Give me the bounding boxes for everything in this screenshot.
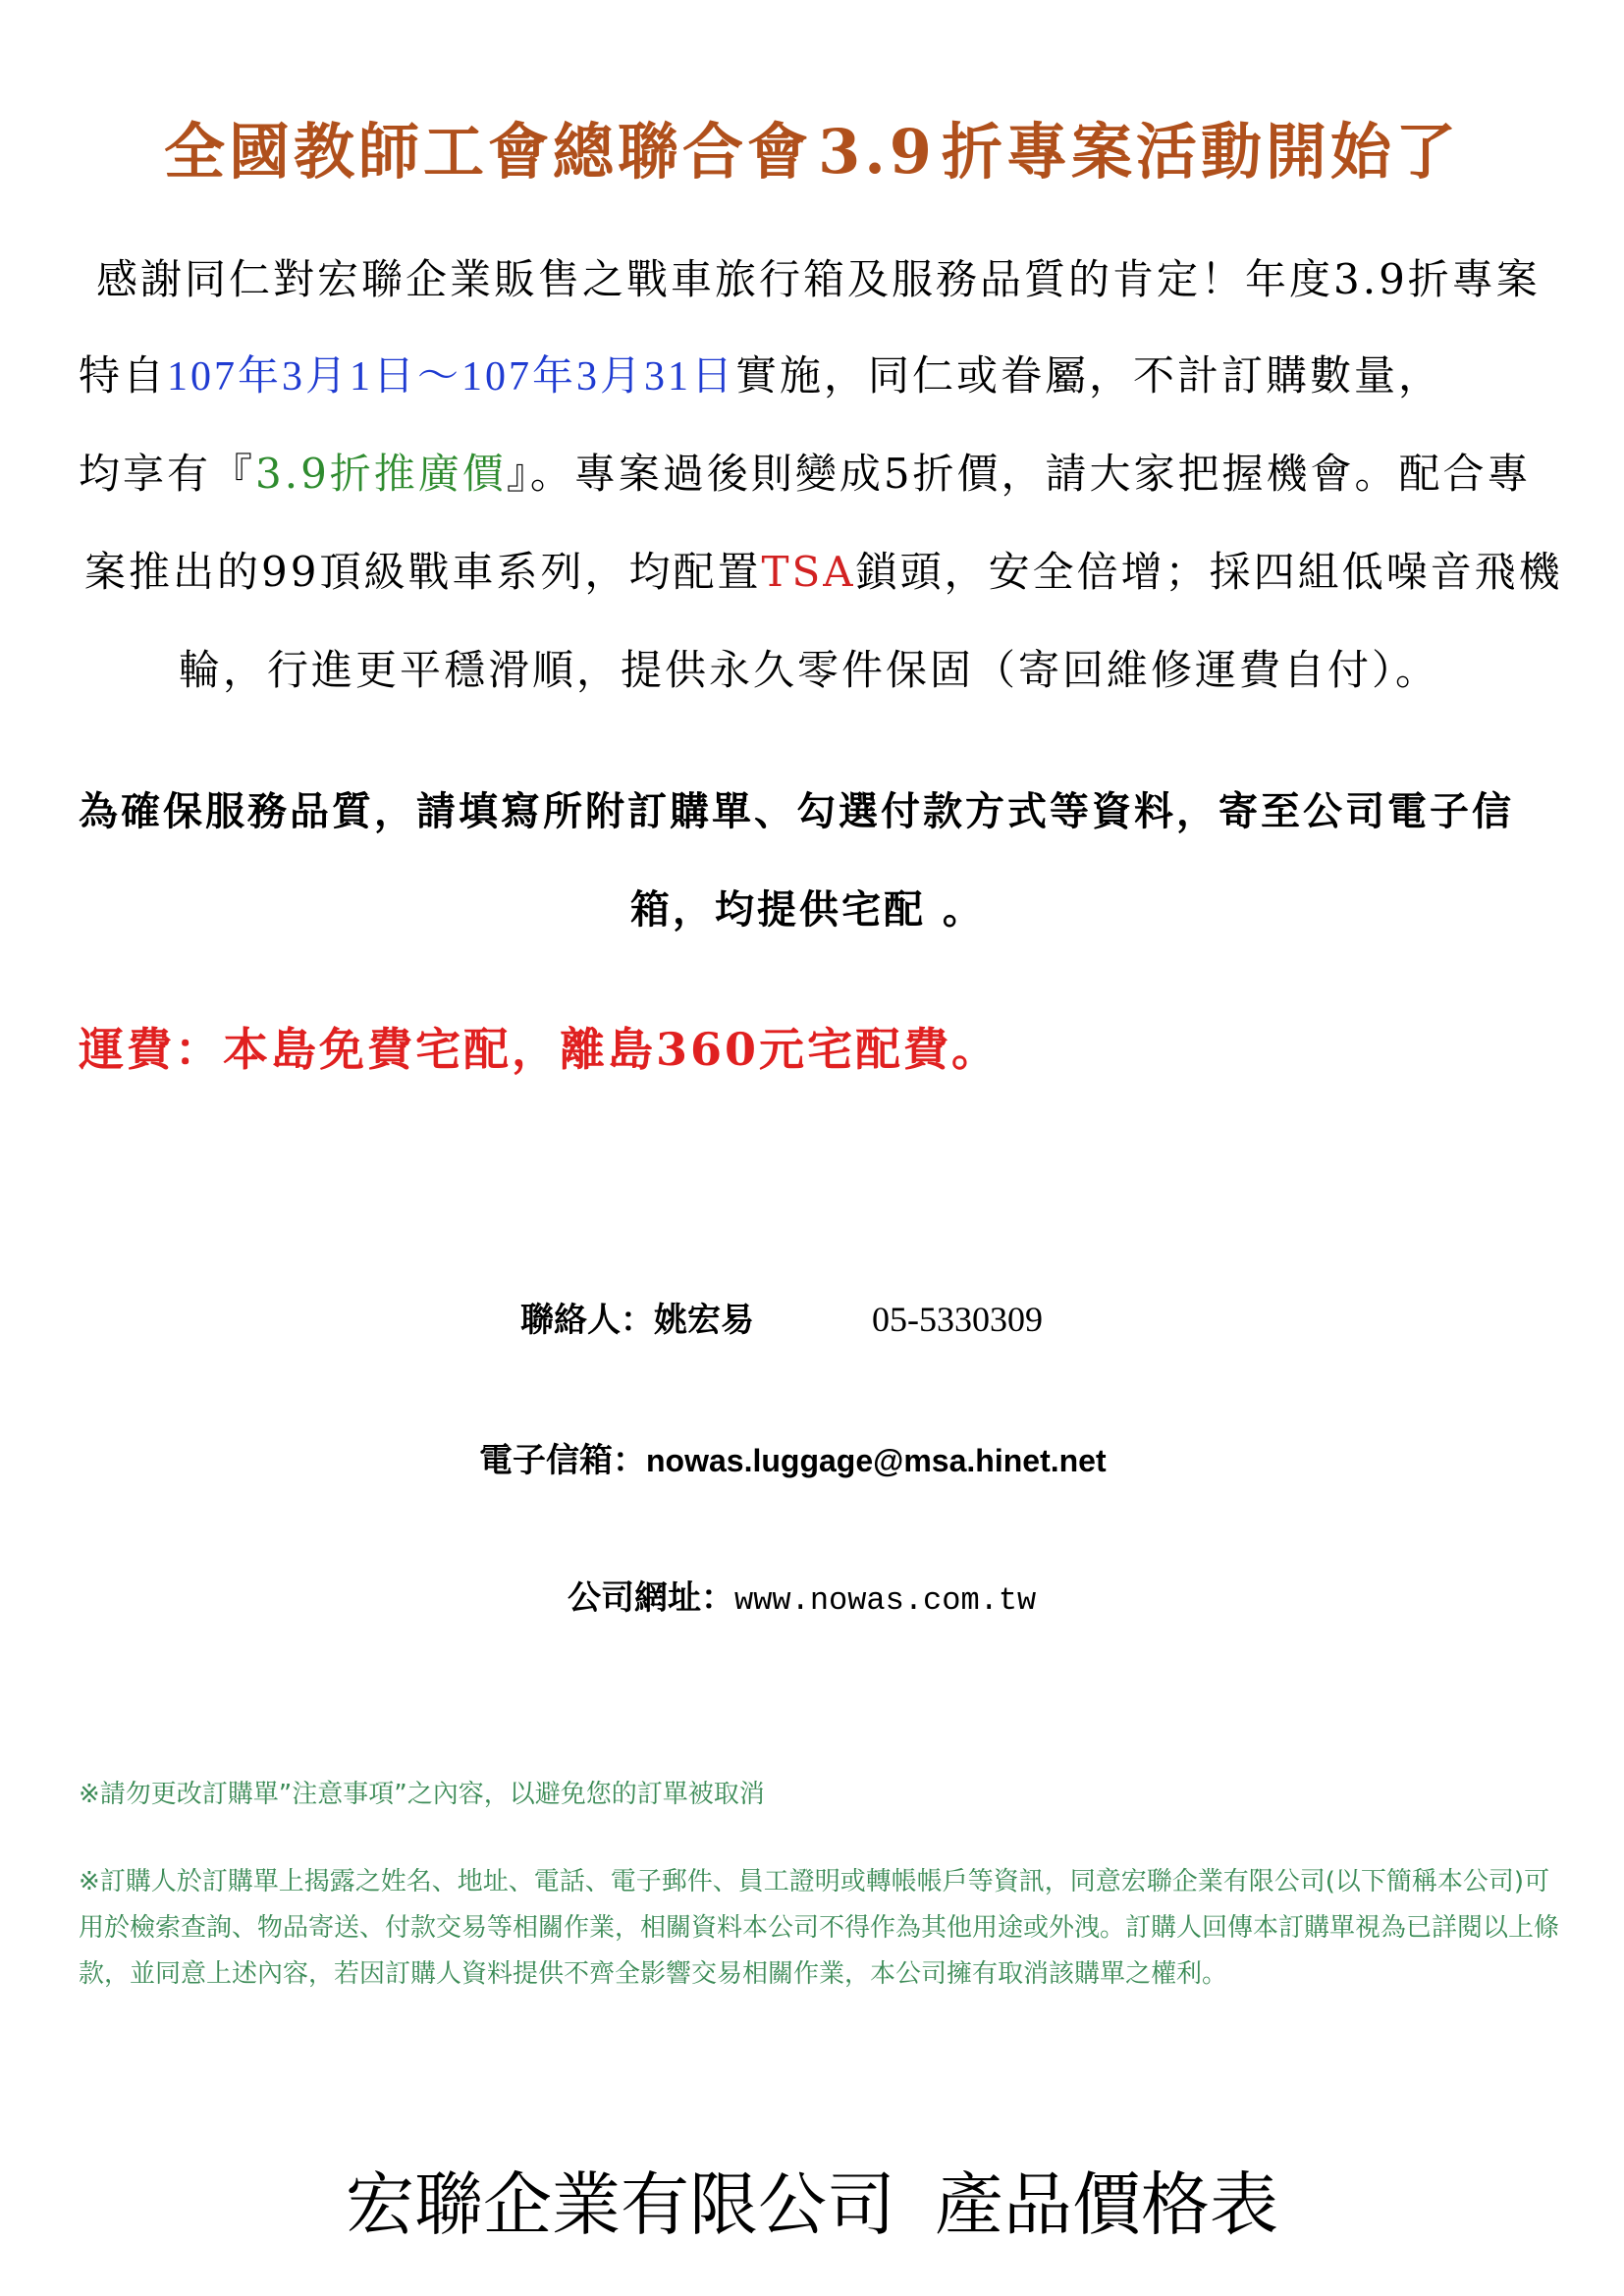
contact-phone: 05-5330309 — [872, 1300, 1043, 1339]
intro-line-4-suffix: 鎖頭，安全倍增；採四組低噪音飛機 — [855, 548, 1563, 596]
website-url[interactable]: www.nowas.com.tw — [734, 1582, 1037, 1619]
contact-person — [520, 1293, 1043, 1341]
price-table-title: 產品價格表 — [935, 2164, 1278, 2245]
intro-line-2 — [79, 344, 1442, 402]
tsa-lock-highlight: TSA — [761, 548, 856, 596]
notice-privacy-terms: ※訂購人於訂購單上揭露之姓名、地址、電話、電子郵件、員工證明或轉帳帳戶等資訊，同意宏聯企業有限公司(以下簡稱本公司)可用於檢索查詢、物品寄送、付款交易等相關作業，相關資料本公司不得作為其他用途或外洩。訂購人回傳本訂購單視為已詳閱以上條款，並同意上述內容，若因訂購人資料提供不齊全影響交易相關作業，本公司擁有取消該購單之權利。 — [79, 1867, 1560, 1989]
freight-notice: 運費：本島免費宅配，離島360元宅配費。 — [79, 1023, 1001, 1076]
page-title — [0, 103, 1624, 190]
title-suffix: 折專案活動開始了 — [941, 116, 1460, 187]
email-address[interactable]: nowas.luggage@msa.hinet.net — [646, 1443, 1107, 1478]
promotion-price: 3.9折推廣價 — [255, 450, 507, 498]
email-label: 電子信箱： — [479, 1441, 646, 1480]
intro-line-5: 輪，行進更平穩滑順，提供永久零件保固（寄回維修運費自付）。 — [179, 646, 1440, 694]
promotion-dates: 107年3月1日～107年3月31日 — [167, 354, 736, 400]
intro-line-1: 感謝同仁對宏聯企業販售之戰車旅行箱及服務品質的肯定！年度3.9折專案 — [96, 255, 1541, 303]
service-line-2: 箱，均提供宅配 。 — [630, 886, 985, 933]
contact-email — [479, 1433, 1107, 1481]
intro-line-3-suffix: 』。專案過後則變成5折價，請大家把握機會。配合專 — [506, 450, 1532, 498]
contact-person-label: 聯絡人：姚宏易 — [520, 1301, 754, 1340]
intro-line-4-prefix: 案推出的99頂級戰車系列，均配置 — [84, 548, 762, 596]
intro-line-3 — [79, 442, 1532, 501]
intro-line-2-prefix: 特自 — [79, 351, 168, 400]
website-label: 公司網址： — [568, 1578, 734, 1618]
price-list-heading — [0, 2150, 1624, 2249]
intro-line-4 — [84, 540, 1563, 599]
notice-do-not-modify: ※請勿更改訂購單”注意事項”之內容，以避免您的訂單被取消 — [79, 1780, 765, 1809]
contact-website — [568, 1571, 1036, 1619]
service-line-1: 為確保服務品質，請填寫所附訂購單、勾選付款方式等資料，寄至公司電子信 — [79, 788, 1514, 834]
intro-line-3-prefix: 均享有『 — [79, 450, 256, 498]
title-discount-number: 3.9 — [818, 116, 936, 187]
title-prefix: 全國教師工會總聯合會 — [164, 116, 813, 187]
company-name: 宏聯企業有限公司 — [346, 2164, 895, 2245]
intro-line-2-suffix: 實施，同仁或眷屬，不計訂購數量， — [735, 351, 1443, 400]
